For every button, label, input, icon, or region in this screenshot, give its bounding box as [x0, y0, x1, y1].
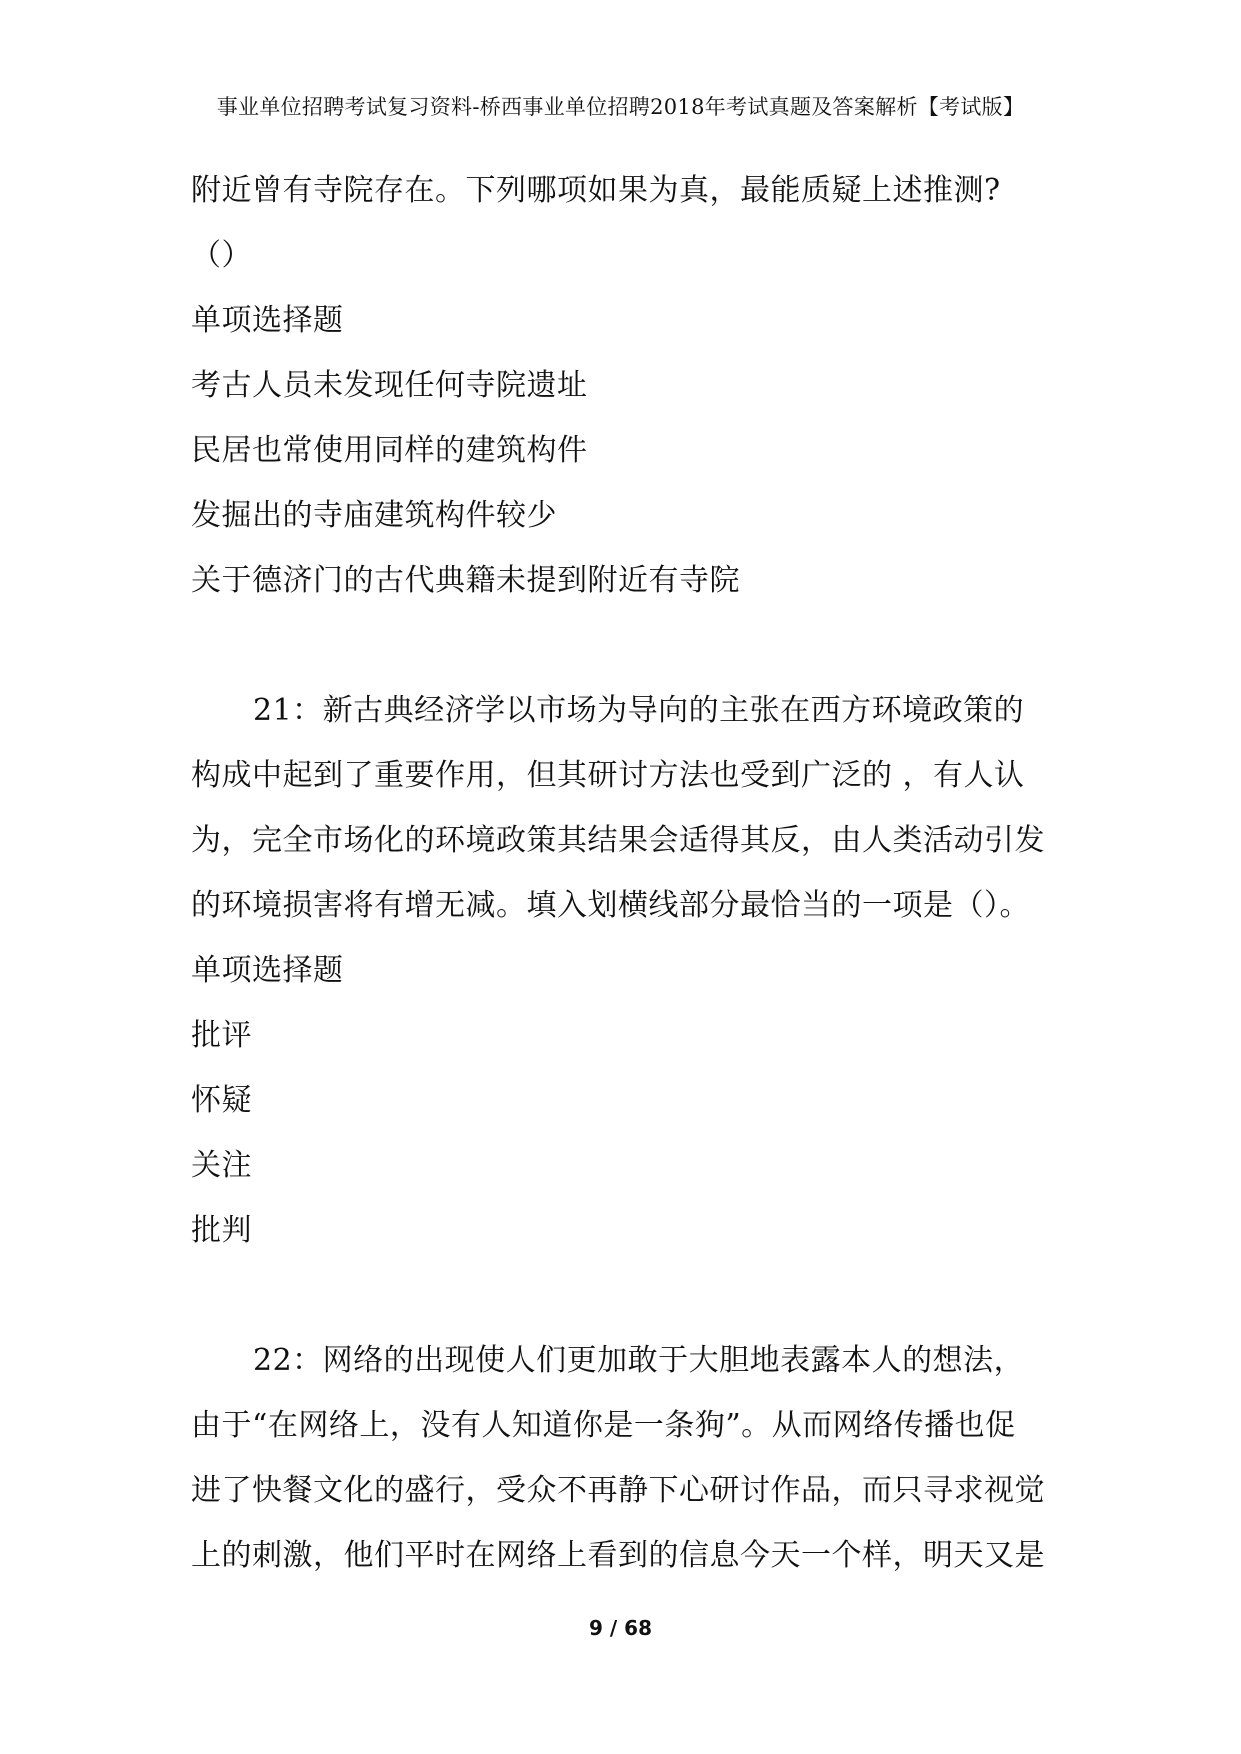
- question-type-label: 单项选择题: [191, 953, 344, 988]
- question-22-text-line: 22：网络的出现使人们更加敢于大胆地表露本人的想法，: [253, 1343, 1025, 1378]
- question-21-text-line: 21：新古典经济学以市场为导向的主张在西方环境政策的: [253, 693, 1025, 728]
- document-header: 事业单位招聘考试复习资料-桥西事业单位招聘2018年考试真题及答案解析【考试版】: [216, 95, 1025, 119]
- answer-option: 关于德济门的古代典籍未提到附近有寺院: [191, 563, 740, 598]
- question-text-line: 附近曾有寺院存在。下列哪项如果为真，最能质疑上述推测?: [191, 173, 1001, 208]
- page-number: 9 / 68: [589, 1616, 652, 1640]
- paragraph-gap: [191, 613, 1071, 678]
- question-type-label: 单项选择题: [191, 303, 344, 338]
- question-21-text-line: 为，完全市场化的环境政策其结果会适得其反，由人类活动引发: [191, 823, 1045, 858]
- question-21-text-line: 的环境损害将有增无减。填入划横线部分最恰当的一项是（）。: [191, 888, 1030, 923]
- answer-option: 批判: [191, 1213, 252, 1248]
- answer-option: 发掘出的寺庙建筑构件较少: [191, 498, 557, 533]
- answer-option: 民居也常使用同样的建筑构件: [191, 433, 588, 468]
- answer-option: 怀疑: [191, 1083, 252, 1118]
- question-22-text-line: 上的刺激，他们平时在网络上看到的信息今天一个样，明天又是: [191, 1538, 1045, 1573]
- question-text-line: （）: [191, 238, 252, 273]
- page-content: [191, 158, 1071, 1588]
- question-22-text-line: 由于“在网络上，没有人知道你是一条狗”。从而网络传播也促: [191, 1408, 1016, 1443]
- paragraph-gap: [191, 1263, 1071, 1328]
- answer-option: 考古人员未发现任何寺院遗址: [191, 368, 588, 403]
- answer-option: 批评: [191, 1018, 252, 1053]
- question-21-text-line: 构成中起到了重要作用，但其研讨方法也受到广泛的 ，有人认: [191, 758, 1025, 793]
- question-22-text-line: 进了快餐文化的盛行，受众不再静下心研讨作品，而只寻求视觉: [191, 1473, 1045, 1508]
- answer-option: 关注: [191, 1148, 252, 1183]
